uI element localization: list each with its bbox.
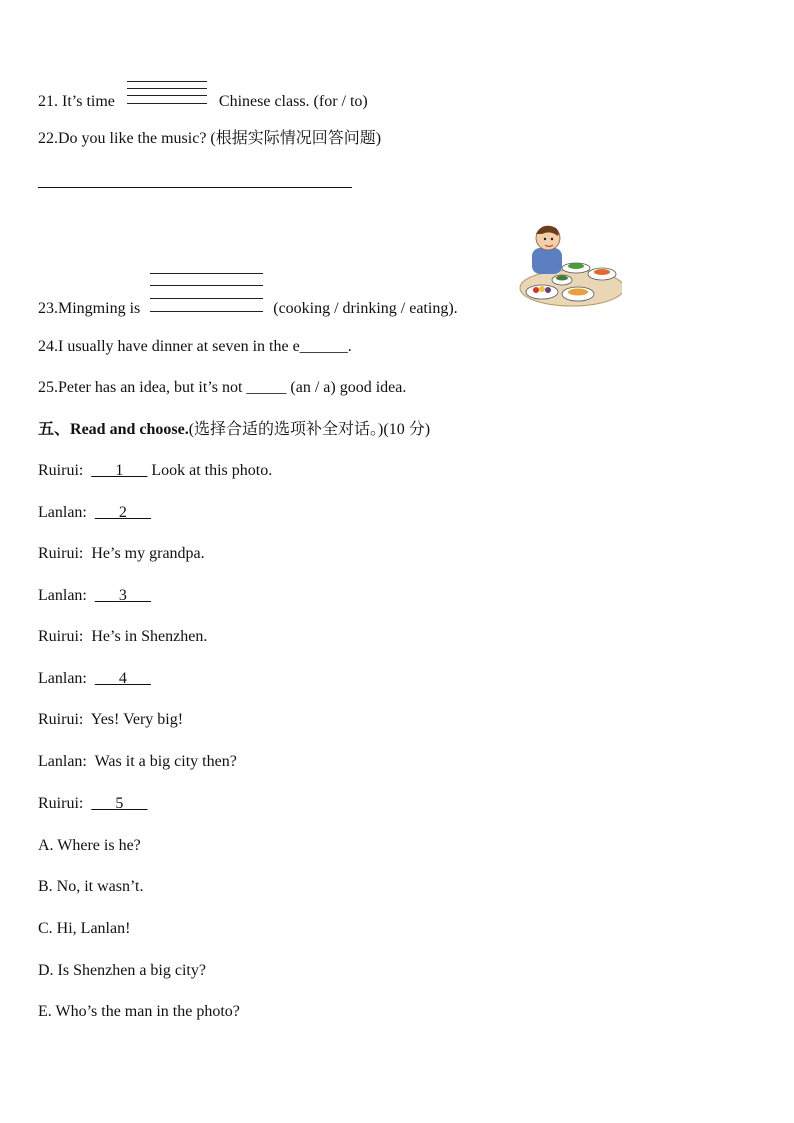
four-line-writing-blank[interactable] (150, 299, 263, 319)
boy-eating-illustration (512, 218, 622, 310)
speaker: Ruirui: (38, 711, 84, 728)
option-d: D. Is Shenzhen a big city? (38, 962, 206, 979)
speaker: Lanlan: (38, 504, 87, 521)
answer-blank-3[interactable]: ___3___ (94, 587, 151, 604)
section-title-en: Read and choose. (70, 421, 189, 438)
option-a: A. Where is he? (38, 837, 141, 854)
q23-text-start: 23.Mingming is (38, 300, 141, 317)
speaker: Ruirui: (38, 545, 84, 562)
q25-blank[interactable]: _____ (246, 379, 287, 396)
section-heading (38, 420, 430, 440)
dialogue-text: He’s in Shenzhen. (91, 628, 208, 645)
dialogue-line (38, 794, 147, 814)
question-23 (38, 299, 458, 319)
four-line-writing-blank[interactable] (127, 92, 207, 112)
dialogue-line (38, 752, 237, 772)
question-21 (38, 92, 368, 112)
option-c: C. Hi, Lanlan! (38, 920, 131, 937)
speaker: Ruirui: (38, 795, 84, 812)
q22-answer-line[interactable] (38, 187, 352, 188)
speaker: Lanlan: (38, 753, 87, 770)
answer-blank-2[interactable]: ___2___ (94, 504, 151, 521)
dialogue-line (38, 710, 183, 730)
q25-text-start: 25.Peter has an idea, but it’s not (38, 379, 243, 396)
dialogue-line (38, 544, 205, 564)
dialogue-line (38, 586, 151, 606)
dialogue-line (38, 627, 207, 647)
section-instruction: (选择合适的选项补全对话。)(10 分) (188, 421, 431, 438)
option-b: B. No, it wasn’t. (38, 878, 144, 895)
dialogue-line (38, 503, 151, 523)
answer-blank-4[interactable]: ___4___ (94, 670, 151, 687)
q23-text-end: (cooking / drinking / eating). (273, 300, 458, 317)
q21-text-end: Chinese class. (for / to) (218, 93, 368, 110)
dialogue-text: Yes! Very big! (90, 711, 184, 728)
answer-blank-5[interactable]: ___5___ (91, 795, 148, 812)
option-e: E. Who’s the man in the photo? (38, 1003, 240, 1020)
question-24: 24.I usually have dinner at seven in the e______. (38, 338, 352, 355)
dialogue-text: Was it a big city then? (94, 753, 237, 770)
dialogue-line (38, 461, 272, 481)
q21-text-start: . It’s time (54, 93, 115, 110)
speaker: Lanlan: (38, 587, 87, 604)
question-25 (38, 378, 406, 398)
section-number: 五、 (38, 421, 71, 438)
answer-blank-1[interactable]: ___1___ (91, 462, 148, 479)
dialogue-text: He’s my grandpa. (91, 545, 205, 562)
dialogue-line (38, 669, 151, 689)
question-22: 22.Do you like the music? (根据实际情况回答问题) (38, 130, 382, 147)
speaker: Ruirui: (38, 462, 84, 479)
speaker: Ruirui: (38, 628, 84, 645)
speaker: Lanlan: (38, 670, 87, 687)
dialogue-text: Look at this photo. (147, 462, 273, 479)
q25-text-end: (an / a) good idea. (290, 379, 407, 396)
q21-number: 21 (38, 93, 54, 110)
